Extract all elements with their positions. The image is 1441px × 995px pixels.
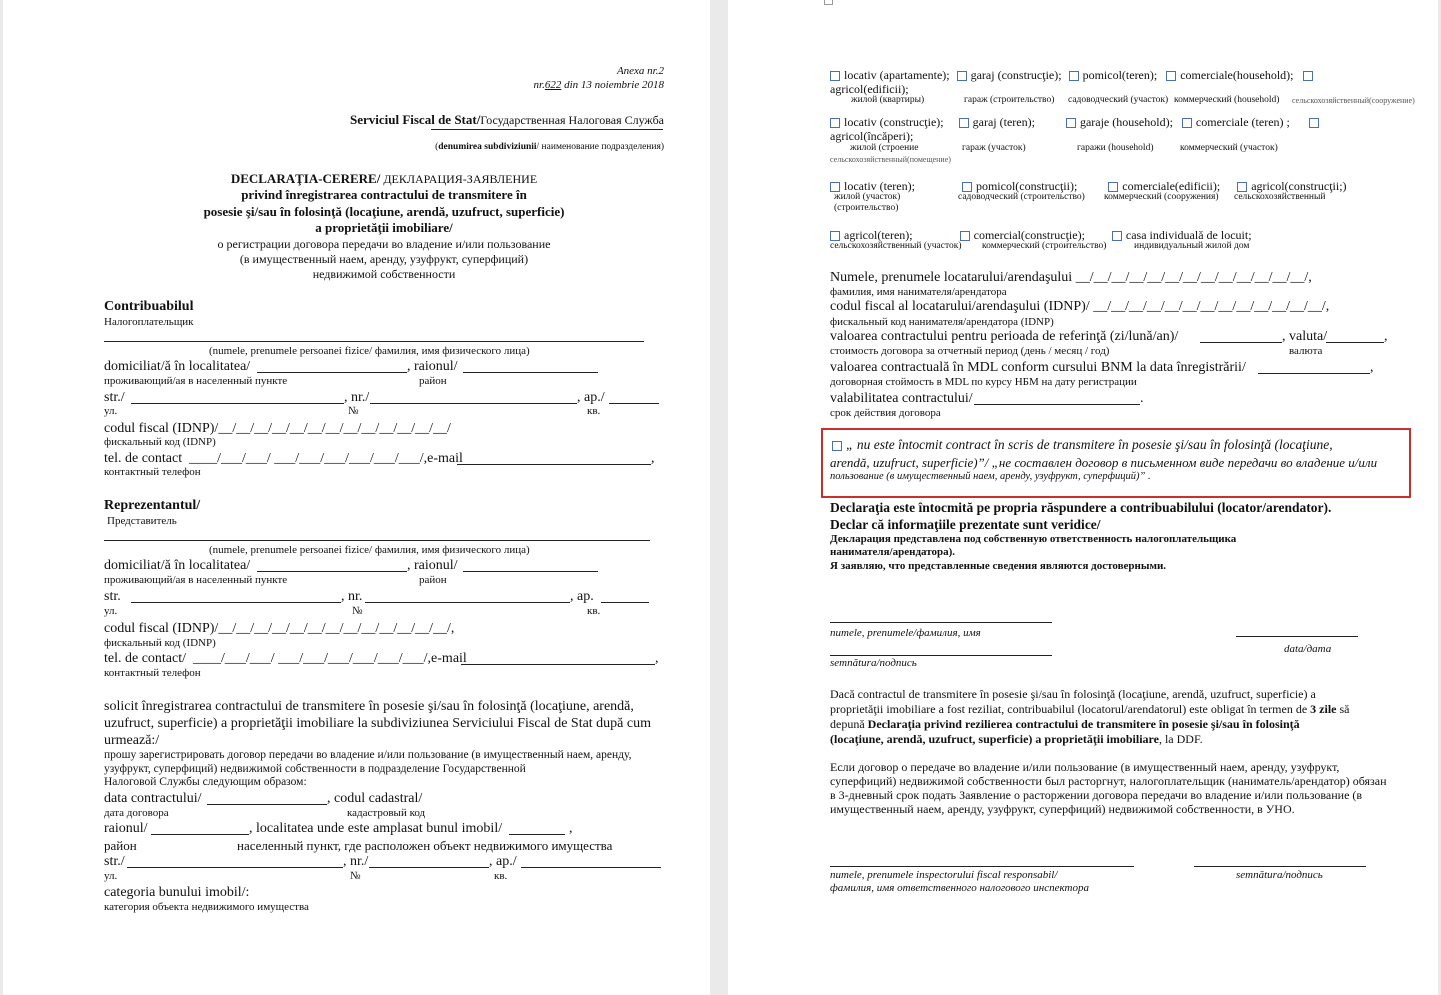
rep-fiscal-code-label: codul fiscal (IDNP)/__/__/__/__/__/__/__/__/__/__/__/__/__/, — [104, 621, 455, 636]
loc-apartment-ru: кв. — [494, 870, 508, 882]
sign-name-line[interactable] — [830, 622, 1052, 623]
subdivision-hint: (denumirea subdiviziunii/ наименование подразделения) — [435, 142, 664, 152]
checkbox-comercial-constructie[interactable] — [960, 231, 970, 241]
validity-field[interactable] — [974, 404, 1140, 405]
checkbox-garaje-household[interactable] — [1066, 118, 1076, 128]
termination-ru4: имущественный наем, аренду, узуфрукт, суперфиций) недвижимой собственности, в УНО. — [830, 802, 1295, 816]
termination-line1: Dacă contractul de transmitere în posesie şi/sau în folosinţă (locaţiune, arendă, uzufruct, superficie) a — [830, 687, 1316, 701]
request-line1: solicit înregistrarea contractului de transmitere în posesie şi/sau în folosinţă (locaţiune, arendă, — [104, 699, 634, 714]
subtitle-line3: a proprietăţii imobiliare/ — [315, 220, 453, 235]
annex-label: Anexa nr.2 — [616, 65, 664, 77]
declaration-ro-line2: Declar că informaţiile prezentate sunt veridice/ — [830, 517, 1101, 532]
fiscal-code-field[interactable]: __/__/__/__/__/__/__/__/__/__/__/__/__/ — [218, 421, 451, 436]
representative-heading-ru: Представитель — [107, 515, 177, 527]
district-field[interactable] — [463, 372, 598, 373]
rep-street-label: str. — [104, 589, 121, 604]
category-row-1: locativ (apartamente); garaj (construcţie); pomicol(teren); comerciale(household); — [830, 69, 1317, 81]
location-district-label: raionul/ — [104, 821, 148, 836]
category-agricol-edificii: agricol(edificii); — [830, 82, 909, 96]
checkbox-garaj-constructie[interactable] — [957, 71, 967, 81]
category-ru-3-4: (строительство) — [834, 203, 899, 213]
rep-apartment-ru: кв. — [587, 605, 601, 617]
rep-apartment-label: , ap. — [570, 589, 594, 604]
validity-ru: срок действия договора — [830, 407, 941, 419]
currency-field[interactable] — [1326, 342, 1384, 343]
checkbox-agricol-incaperi[interactable] — [1309, 118, 1319, 128]
termination-ru2: суперфиций) недвижимой собственности был расторгнут, налогоплательщик (наниматель/арендатор) обязан — [830, 774, 1387, 788]
category-ru-4-1: коммерческий (строительство) — [982, 241, 1107, 251]
number-field[interactable] — [370, 403, 577, 404]
location-ru-district: район — [104, 838, 137, 853]
rep-phone-label: tel. de contact/ ____/___/___/ ___/___/___/___/___/___/,e-mail — [104, 651, 467, 666]
lessee-name-ru: фамилия, имя нанимателя/арендатора — [830, 286, 1007, 298]
representative-name-hint: (numele, prenumele persoanei fizice/ фамилия, имя физического лица) — [209, 544, 530, 556]
termination-ru3: в 3-дневный срок подать Заявление о расторжении договора передачи во владение и/или пользование (в — [830, 788, 1363, 802]
category-ru-4-0: сельскохозяйственный (участок) — [830, 241, 962, 251]
request-line3: urmează:/ — [104, 733, 160, 748]
date-label: data/дата — [1284, 643, 1332, 655]
rep-fiscal-code-field[interactable]: __/__/__/__/__/__/__/__/__/__/__/__/__/, — [218, 621, 455, 636]
inspector-signature-label: semnătura/подпись — [1236, 869, 1323, 881]
service-title: Serviciul Fiscal de Stat/Государственная Налоговая Служба — [349, 112, 664, 127]
checkbox-locativ-teren[interactable] — [830, 182, 840, 192]
category-row-4: agricol(teren); comercial(construcţie); casa individuală de locuit; — [830, 229, 1252, 241]
street-label: str./ — [104, 390, 125, 405]
location-place-label: , localitatea unde este amplasat bunul imobil/ — [249, 821, 503, 836]
taxpayer-heading-ru: Налогоплательщик — [104, 316, 194, 328]
subtitle-ru1: о регистрации договора передачи во владение и/или пользование — [217, 237, 551, 251]
document-page-2: locativ (apartamente); garaj (construcţie); pomicol(teren); comerciale(household); agricol(edificii); жилой (квартиры) гараж (строительство) садоводческий (участок) коммерческий (household) сельскохозяйственный(сооружение) locativ (construcţie); garaj (teren); garaje (household); comerciale (teren) ; agricol(încăperi); жилой (строение гараж (участок) гаражи (household) коммерческий (участок) сельскохозяйственный(помещение) locativ (teren); pomicol(construcţii); comerciale(edificii); agricol(construcţii;) жилой (участок) садоводческий (строительство) коммерческий (сооружения) сельскохозяйственный (строительство) agricol(teren); comercial(construcţie); casa individuală de locuit; сельскохозяйственный (участок) коммерческий (строительство) индивидуальный жилой дом Numele, prenumele locatarului/arendaşului __/__/__/__/__/__/__/__/__/__/__/__/__/, фамилия, имя нанимателя/арендатора codul fiscal al locatarului/arendaşului (IDNP)/ __/__/__/__/__/__/__/__/__/__/__/__/__/, фискальный код нанимателя/арендатора (IDNP) valoarea contractului pentru perioada de referinţă (zi/lună/an)/ , valuta/ , стоимость договора за отчетный период (день / месяц / год) валюта valoarea contractuală în MDL conform cursului BNM la data înregistrării/ , договорная стоймость в MDL по курсу НБМ на дату регистрации valabilitatea contractului/ . срок действия договора „ nu este întocmit contract în scris de transmitere în posesie şi/sau în folosinţă (locaţiune, arendă, uzufruct, superficie)”/ „не составлен договор в письменном виде передачи во владение и/или пользование (в имущественный наем, аренду, узуфрукт, суперфиций)” . Declaraţia este întocmită pe propria răspundere a contribuabilului (locator/arendator). Declar că informaţiile prezentate sunt veridice/ Декларация представлена под собственную ответственность налогоплательщика нанимателя/арендатора). Я заявляю, что представленные сведения являются достоверными. numele, prenumele/фамилия, имя data/дата semnătura/подпись Dacă contractul de transmitere în posesie şi/sau în folosinţă (locaţiune, arendă, uzufruct, superficie) a proprietăţii imobiliare a fost reziliat, contribuabilul (locatorul/arendatorul) este obligat în termen de 3 zile să depună Declaraţia privind rezilierea contractului de transmitere în posesie şi/sau în folosinţă (locaţiune, arendă, uzufruct, superficie) a proprietăţii imobiliare, la DDF. Если договор о передаче во владение и/или пользование (в имущественный наем, аренду, узуфрукт, суперфиций) недвижимой собственности был расторгнут, налогоплательщик (наниматель/арендатор) обязан в 3-дневный срок подать Заявление о расторжении договора передачи во владение и/или пользование (в имущественный наем, аренду, узуфрукт, суперфиций) недвижимой собственности, в УНО. numele, prenumele inspectorului fiscal responsabil/ semnătura/подпись фамилия, имя ответственного налогового инспектора — [728, 0, 1438, 995]
category-ru-3-1: садоводческий (строительство) — [958, 192, 1085, 202]
category-row-2: locativ (construcţie); garaj (teren); garaje (household); comerciale (teren) ; — [830, 116, 1323, 128]
category-ru-4-2: индивидуальный жилой дом — [1134, 241, 1250, 251]
checkbox-comerciale-edificii[interactable] — [1108, 182, 1118, 192]
rep-district-ru: район — [419, 574, 447, 586]
loc-number-ru: № — [350, 870, 361, 882]
lessee-fiscal-field[interactable]: __/__/__/__/__/__/__/__/__/__/__/__/__/, — [1093, 299, 1330, 314]
apartment-ru: кв. — [587, 405, 601, 417]
category-label: categoria bunului imobil/: — [104, 885, 250, 900]
category-ru-2-4: сельскохозяйственный(помещение) — [830, 155, 951, 164]
rep-district-label: , raionul/ — [407, 558, 458, 573]
representative-heading: Reprezentantul/ — [104, 498, 201, 513]
loc-street-ru: ул. — [104, 870, 118, 882]
document-page-1: Anexa nr.2 nr.622 din 13 noiembrie 2018 Serviciul Fiscal de Stat/Государственная Налоговая Служба (denumirea subdiviziunii/ наименование подразделения) DECLARAŢIA-CERERE/ ДЕКЛАРАЦИЯ-ЗАЯВЛЕНИЕ privind înregistrarea contractului de transmitere în posesie şi/sau în folosinţă (locaţiune, arendă, uzufruct, superficie) a proprietăţii imobiliare/ о регистрации договора передачи во владение и/или пользование (в имущественный наем, аренду, узуфрукт, суперфиций) недвижимой собственности Contribuabilul Налогоплательщик (numele, prenumele persoanei fizice/ фамилия, имя физического лица) domiciliat/ă în localitatea/ , raionul/ проживающий/ая в населенный пункте район str./ , nr./ , ap./ ул. № кв. codul fiscal (IDNP)/__/__/__/__/__/__/__/__/__/__/__/__/__/ фискальный код (IDNP) tel. de contact ____/___/___/ ___/___/___/___/___/___/,e-mail , контактный телефон Reprezentantul/ Представитель (numele, prenumele persoanei fizice/ фамилия, имя физического лица) domiciliat/ă în localitatea/ , raionul/ проживающий/ая в населенный пункте район str. , nr. , ap. ул. № кв. codul fiscal (IDNP)/__/__/__/__/__/__/__/__/__/__/__/__/__/, фискальный код (IDNP) tel. de contact/ ____/___/___/ ___/___/___/___/___/___/,e-mail , контактный телефон solicit înregistrarea contractului de transmitere în posesie şi/sau în folosinţă (locaţiune, arendă, uzufruct, superficie) a proprietăţii imobiliare la subdiviziunea Serviciului Fiscal de Stat după cum urmează:/ прошу зарегистрировать договор передачи во владение и/или пользование (в имущественный наем, аренду, узуфрукт, суперфиций) недвижимой собственности в подразделение Государственной Налоговой Службы следующим образом: data contractului/ , codul cadastral/ дата договора кадастровый код raionul/ , localitatea unde este amplasat bunul imobil/ , район населенный пункт, где расположен объект недвижимого имущества str./ , nr./ , ap./ ул. № кв. categoria bunului imobil/: категория объекта недвижимого имущества — [3, 0, 710, 995]
apartment-label: , ap./ — [577, 390, 605, 405]
locality-field[interactable] — [257, 372, 407, 373]
location-district-field[interactable] — [151, 834, 249, 835]
rep-number-label: , nr. — [341, 589, 363, 604]
no-contract-line2: arendă, uzufruct, superficie)”/ „не составлен договор в письменном виде передачи во владение и/или — [830, 455, 1378, 470]
termination-ru1: Если договор о передаче во владение и/или пользование (в имущественный наем, аренду, узуфрукт, — [830, 760, 1340, 774]
declaration-ro-line1: Declaraţia este întocmită pe propria răspundere a contribuabilului (locator/arendator). — [830, 500, 1332, 515]
phone-ru: контактный телефон — [104, 466, 201, 478]
loc-apartment-label: , ap./ — [489, 854, 517, 869]
rep-phone-ru: контактный телефон — [104, 667, 201, 679]
category-ru-2-3: коммерческий (участок) — [1180, 143, 1278, 153]
location-place-field[interactable] — [509, 834, 565, 835]
inspector-name-ru: фамилия, имя ответственного налогового инспектора — [830, 882, 1089, 894]
taxpayer-name-line[interactable] — [104, 341, 644, 342]
signature-line[interactable] — [830, 655, 1052, 656]
email-field[interactable] — [457, 464, 651, 465]
rep-email-field[interactable] — [461, 664, 655, 665]
declaration-title: DECLARAŢIA-CERERE/ ДЕКЛАРАЦИЯ-ЗАЯВЛЕНИЕ — [230, 171, 538, 186]
request-ru2: узуфрукт, суперфиций) недвижимой собственности в подразделение Государственной — [104, 763, 526, 775]
category-ru-2-0: жилой (строение — [850, 143, 919, 153]
declaration-ru-line3: Я заявляю, что представленные сведения являются достоверными. — [830, 560, 1167, 572]
category-agricol-incaperi: agricol(încăperi); — [830, 129, 914, 143]
rep-number-ru: № — [352, 605, 363, 617]
category-ru-2-1: гараж (участок) — [962, 143, 1026, 153]
loc-street-field[interactable] — [127, 867, 343, 868]
currency-ru: валюта — [1289, 345, 1323, 357]
loc-street-label: str./ — [104, 854, 125, 869]
category-ru-3-2: коммерческий (сооружения) — [1104, 192, 1219, 202]
order-reference: nr.622 din 13 noiembrie 2018 — [533, 79, 664, 91]
phone-field[interactable]: ____/___/___/ ___/___/___/___/___/___/, — [189, 451, 428, 466]
subtitle-ru3: недвижимой собственности — [312, 267, 456, 281]
street-ru: ул. — [104, 405, 118, 417]
request-ru1: прошу зарегистрировать договор передачи во владение и/или пользование (в имущественный наем, аренду, — [104, 749, 632, 761]
checkbox-pomicol-constructii[interactable] — [962, 182, 972, 192]
phone-label: tel. de contact ____/___/___/ ___/___/___/___/___/___/,e-mail — [104, 451, 463, 466]
checkbox-pomicol-teren[interactable] — [1069, 71, 1079, 81]
lessee-fiscal-ru: фискальный код нанимателя/арендатора (IDNP) — [830, 316, 1054, 328]
number-ru: № — [348, 405, 359, 417]
no-contract-line1: „ nu este întocmit contract în scris de transmitere în posesie şi/sau în folosinţă (locaţiune, — [832, 438, 1333, 452]
request-line2: uzufruct, superficie) a proprietăţii imobiliare la subdiviziunea Serviciului Fiscal de Stat după cum — [104, 716, 651, 731]
checkbox-casa-individuala[interactable] — [1112, 231, 1122, 241]
category-ru-1-0: жилой (квартиры) — [851, 95, 925, 105]
subtitle-line2: posesie şi/sau în folosinţă (locaţiune, arendă, uzufruct, superficie) — [203, 204, 565, 219]
rep-locality-field[interactable] — [257, 571, 407, 572]
domicile-ru: проживающий/ая в населенный пункте — [104, 375, 288, 387]
declaration-ru-line1: Декларация представлена под собственную ответственность налогоплательщика — [830, 533, 1237, 545]
rep-district-field[interactable] — [463, 571, 598, 572]
rep-phone-field[interactable]: ____/___/___/ ___/___/___/___/___/___/, — [193, 651, 432, 666]
rep-street-field[interactable] — [131, 602, 341, 603]
checkbox-agricol-edificii[interactable] — [1303, 71, 1313, 81]
cadastral-ru: кадастровый код — [347, 807, 426, 819]
contract-date-ru: дата договора — [104, 807, 169, 819]
rep-fiscal-code-ru: фискальный код (IDNP) — [104, 637, 216, 649]
district-ru: район — [419, 375, 447, 387]
page-marker-icon — [824, 0, 833, 5]
rep-domicile-label: domiciliat/ă în localitatea/ — [104, 558, 251, 573]
contract-date-field[interactable] — [207, 804, 327, 805]
inspector-name-line[interactable] — [830, 866, 1134, 867]
district-label: , raionul/ — [407, 359, 458, 374]
contract-value-ru: стоимость договора за отчетный период (день / месяц / год) — [830, 345, 1110, 357]
subtitle-line1: privind înregistrarea contractului de transmitere în — [241, 187, 527, 202]
contract-value-field[interactable] — [1200, 342, 1282, 343]
category-ru-1-1: гараж (строительство) — [964, 95, 1055, 105]
loc-number-field[interactable] — [369, 867, 489, 868]
checkbox-comerciale-teren[interactable] — [1182, 118, 1192, 128]
inspector-name-label: numele, prenumele inspectorului fiscal responsabil/ — [830, 869, 1058, 881]
category-ru-1-4: сельскохозяйственный(сооружение) — [1292, 96, 1415, 105]
loc-number-label: , nr./ — [343, 854, 369, 869]
cadastral-label: , codul cadastral/ — [327, 791, 423, 806]
category-ru-1-3: коммерческий (household) — [1174, 95, 1280, 105]
checkbox-garaj-teren[interactable] — [959, 118, 969, 128]
value-mdl-field[interactable] — [1258, 373, 1370, 374]
loc-apartment-field[interactable] — [521, 867, 661, 868]
contract-date-label: data contractului/ — [104, 791, 202, 806]
termination-line4: (locaţiune, arendă, uzufruct, superficie) a proprietăţii imobiliare, la DDF. — [830, 732, 1203, 746]
rep-apartment-field[interactable] — [601, 602, 649, 603]
termination-line3: depună Declaraţia privind rezilierea contractului de transmitere în posesie şi/sau în folosinţă — [830, 717, 1300, 731]
sign-name-label: numele, prenumele/фамилия, имя — [830, 627, 981, 639]
checkbox-agricol-teren[interactable] — [830, 231, 840, 241]
taxpayer-heading: Contribuabilul — [104, 299, 194, 314]
representative-name-line[interactable] — [104, 540, 650, 541]
checkbox-comerciale-household[interactable] — [1166, 71, 1176, 81]
value-mdl-ru: договорная стоймость в MDL по курсу НБМ на дату регистрации — [830, 376, 1137, 388]
rep-number-field[interactable] — [365, 602, 570, 603]
rep-street-ru: ул. — [104, 605, 118, 617]
category-ru-3-0: жилой (участок) — [834, 192, 901, 202]
checkbox-agricol-constructii[interactable] — [1237, 182, 1247, 192]
inspector-signature-line[interactable] — [1194, 866, 1366, 867]
taxpayer-name-hint: (numele, prenumele persoanei fizice/ фамилия, имя физического лица) — [209, 345, 530, 357]
rep-domicile-ru: проживающий/ая в населенный пункте — [104, 574, 288, 586]
currency-label: , valuta/ — [1282, 329, 1328, 344]
domicile-label: domiciliat/ă în localitatea/ — [104, 359, 251, 374]
category-ru-1-2: садоводческий (участок) — [1068, 95, 1169, 105]
termination-line2: proprietăţii imobiliare a fost reziliat, contribuabilul (locatorul/arendatorul) este obligat în termen de 3 zile să — [830, 702, 1350, 716]
contract-value-label: valoarea contractului pentru perioada de referinţă (zi/lună/an)/ — [830, 329, 1179, 344]
location-ru-place: населенный пункт, где расположен объект недвижимого имущества — [237, 838, 613, 853]
declaration-ru-line2: нанимателя/арендатора). — [830, 546, 956, 558]
lessee-fiscal-label: codul fiscal al locatarului/arendaşului (IDNP)/ __/__/__/__/__/__/__/__/__/__/__/__/__/, — [830, 299, 1330, 314]
subtitle-ru2: (в имущественный наем, аренду, узуфрукт, суперфиций) — [239, 252, 529, 266]
category-ru: категория объекта недвижимого имущества — [104, 901, 309, 913]
signature-label: semnătura/подпись — [830, 657, 917, 669]
date-line[interactable] — [1236, 636, 1358, 637]
apartment-field[interactable] — [609, 403, 659, 404]
fiscal-code-ru: фискальный код (IDNP) — [104, 436, 216, 448]
category-row-3: locativ (teren); pomicol(construcţii); comerciale(edificii); agricol(construcţii;) — [830, 180, 1347, 192]
subdivision-line — [431, 129, 663, 130]
no-contract-line3: пользование (в имущественный наем, аренду, узуфрукт, суперфиций)” . — [830, 471, 1151, 482]
lessee-name-label: Numele, prenumele locatarului/arendaşului __/__/__/__/__/__/__/__/__/__/__/__/__/, — [830, 270, 1312, 285]
category-ru-2-2: гаражи (household) — [1077, 143, 1154, 153]
number-label: , nr./ — [344, 390, 370, 405]
value-mdl-label: valoarea contractuală în MDL conform cursului BNM la data înregistrării/ — [830, 360, 1246, 375]
fiscal-code-label: codul fiscal (IDNP)/__/__/__/__/__/__/__/__/__/__/__/__/__/ — [104, 421, 451, 436]
validity-label: valabilitatea contractului/ — [830, 391, 973, 406]
request-ru3: Налоговой Службы следующим образом: — [104, 776, 307, 788]
checkbox-no-written-contract[interactable] — [832, 441, 842, 451]
street-field[interactable] — [131, 403, 344, 404]
category-ru-3-3: сельскохозяйственный — [1234, 192, 1326, 202]
lessee-name-field[interactable]: __/__/__/__/__/__/__/__/__/__/__/__/__/, — [1075, 270, 1312, 285]
checkbox-locativ-apartamente[interactable] — [830, 71, 840, 81]
checkbox-locativ-constructie[interactable] — [830, 118, 840, 128]
